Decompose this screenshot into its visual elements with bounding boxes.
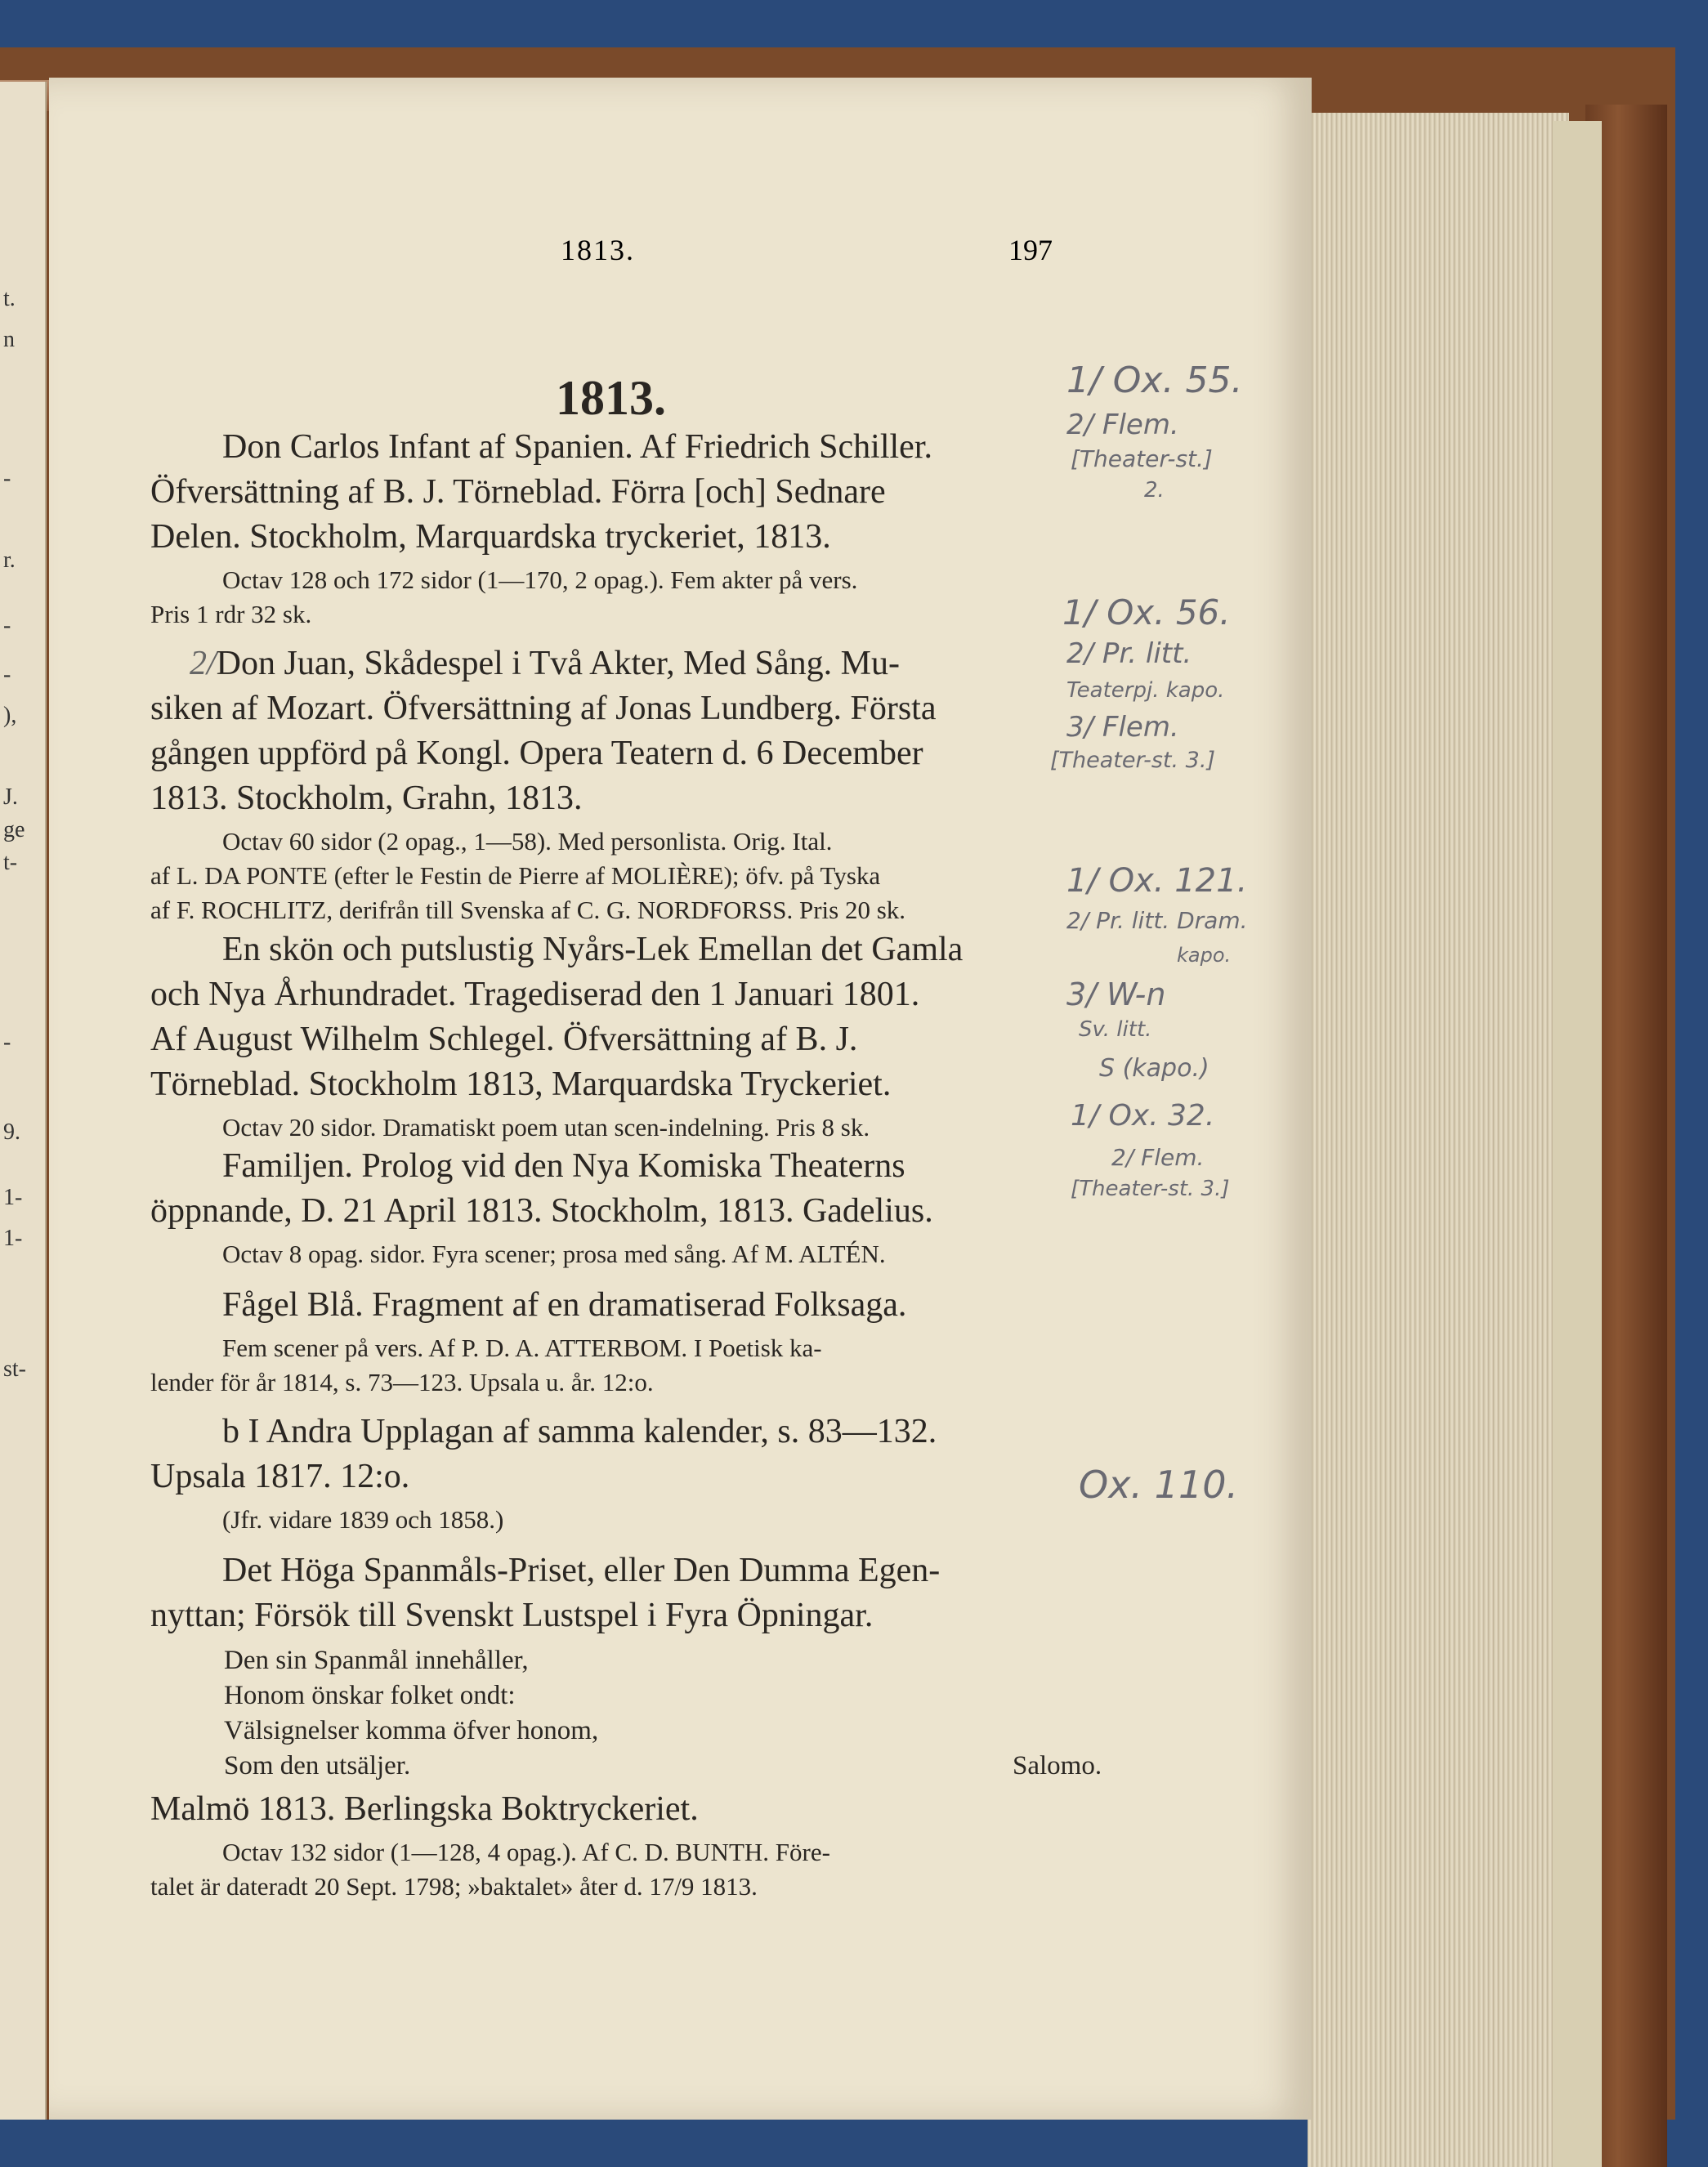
book-page <box>49 78 1312 2120</box>
entry-prefix: 2/ <box>190 645 217 682</box>
prev-page-fragment: st- <box>3 1356 26 1382</box>
margin-note: 2. <box>1144 478 1165 503</box>
running-head-year: 1813. <box>561 234 635 266</box>
prev-page-fragment: - <box>3 662 11 687</box>
prev-page-fragment: 1- <box>3 1185 23 1210</box>
entry-title-line: b I Andra Upplagan af samma kalender, s. 83—132. <box>222 1413 937 1450</box>
entry-title-line: Törneblad. Stockholm 1813, Marquardska Tryckeriet. <box>150 1066 892 1103</box>
entry-title-line <box>150 641 1098 686</box>
entry-note-line: (Jfr. vidare 1839 och 1858.) <box>222 1505 504 1534</box>
margin-note: 1/ Ox. 121. <box>1066 862 1248 900</box>
prev-page-fragment: ), <box>3 703 17 728</box>
endleaf <box>1553 121 1602 2167</box>
prev-page-fragment: J. <box>3 784 18 810</box>
entry-title-line: Don Carlos Infant af Spanien. Af Friedrich Schiller. <box>222 428 932 466</box>
entry-title-line: Upsala 1817. 12:o. <box>150 1458 410 1495</box>
margin-note: 3/ Flem. <box>1066 711 1179 744</box>
margin-note: Teaterpj. kapo. <box>1066 678 1225 703</box>
prev-page-fragment: - <box>3 466 11 491</box>
prev-page-fragment: r. <box>3 547 16 573</box>
entry-title-line: Öfversättning af B. J. Törneblad. Förra [och] Sednare <box>150 473 886 511</box>
epigraph-line: Honom önskar folket ondt: <box>224 1681 516 1710</box>
margin-note: 1/ Ox. 55. <box>1066 360 1243 401</box>
entry-nyars-lek <box>150 927 1098 1145</box>
entry-note-line: af F. ROCHLITZ, derifrån till Svenska af C. G. NORDFORSS. Pris 20 sk. <box>150 896 906 924</box>
entry-title-line: siken af Mozart. Öfversättning af Jonas Lundberg. Första <box>150 690 937 727</box>
entry-title-line: Delen. Stockholm, Marquardska tryckeriet, 1813. <box>150 518 831 556</box>
entry-fagel-bla <box>150 1283 1098 1400</box>
entry-note-line: Pris 1 rdr 32 sk. <box>150 600 312 628</box>
prev-page-fragment: ge <box>3 817 25 842</box>
entry-note-line: Octav 132 sidor (1—128, 4 opag.). Af C. D. BUNTH. Före- <box>222 1838 830 1866</box>
epigraph-line <box>224 1749 1102 1784</box>
margin-note: 2/ Pr. litt. Dram. <box>1066 907 1248 934</box>
entry-title-line: Fågel Blå. Fragment af en dramatiserad Folksaga. <box>222 1286 907 1324</box>
previous-page-edge <box>0 82 47 2120</box>
entry-familjen <box>150 1144 1098 1271</box>
margin-note: 2/ Flem. <box>1066 409 1179 441</box>
entry-spanmals-priset <box>150 1548 1102 1904</box>
entry-don-carlos <box>150 425 1098 632</box>
entry-title-line: gången uppförd på Kongl. Opera Teatern d. 6 December <box>150 735 923 772</box>
prev-page-fragment: - <box>3 1030 11 1055</box>
prev-page-fragment: 1- <box>3 1226 23 1251</box>
entry-note-line: lender för år 1814, s. 73—123. Upsala u. år. 12:o. <box>150 1368 654 1396</box>
entry-don-juan <box>150 641 1098 927</box>
margin-note: 2/ Flem. <box>1111 1144 1205 1171</box>
entry-title-line: nyttan; Försök till Svenskt Lustspel i Fyra Öpningar. <box>150 1597 874 1634</box>
epigraph-text: Som den utsäljer. <box>224 1751 411 1781</box>
entry-note-line: Octav 20 sidor. Dramatiskt poem utan scen-indelning. Pris 8 sk. <box>222 1113 870 1142</box>
epigraph <box>150 1643 1102 1784</box>
epigraph-line: Välsignelser komma öfver honom, <box>224 1716 599 1745</box>
entry-title-line: En skön och putslustig Nyårs-Lek Emellan det Gamla <box>222 931 964 968</box>
margin-note: 1/ Ox. 56. <box>1062 592 1231 632</box>
entry-andra-upplagan <box>150 1410 1098 1537</box>
entry-title-line: öppnande, D. 21 April 1813. Stockholm, 1813. Gadelius. <box>150 1192 933 1230</box>
running-head <box>98 233 1111 274</box>
entry-title-line: Malmö 1813. Berlingska Boktryckeriet. <box>150 1790 699 1828</box>
margin-note: 2/ Pr. litt. <box>1066 637 1192 670</box>
entry-title-line: 1813. Stockholm, Grahn, 1813. <box>150 780 583 817</box>
prev-page-fragment: t. <box>3 286 16 311</box>
margin-note: Sv. litt. <box>1079 1017 1152 1042</box>
prev-page-fragment: 9. <box>3 1119 20 1145</box>
entry-note-line: Fem scener på vers. Af P. D. A. ATTERBOM. I Poetisk ka- <box>222 1334 822 1362</box>
entry-title-line: Familjen. Prolog vid den Nya Komiska Theaterns <box>222 1147 905 1185</box>
margin-note: Ox. 110. <box>1079 1463 1239 1507</box>
page-edges <box>1308 113 1569 2167</box>
page-number: 197 <box>1008 234 1053 266</box>
margin-note: [Theater-st.] <box>1071 445 1213 472</box>
entry-title-line: Af August Wilhelm Schlegel. Öfversättning af B. J. <box>150 1021 858 1058</box>
margin-note: S (kapo.) <box>1099 1054 1209 1083</box>
prev-page-fragment: - <box>3 613 11 638</box>
prev-page-fragment: n <box>3 327 15 352</box>
entry-title-line: Det Höga Spanmåls-Priset, eller Den Dumma Egen- <box>222 1552 941 1589</box>
epigraph-source: Salomo. <box>1013 1751 1102 1781</box>
entry-note-line: af L. DA PONTE (efter le Festin de Pierre af MOLIÈRE); öfv. på Tyska <box>150 861 881 890</box>
margin-note: kapo. <box>1177 944 1232 967</box>
margin-note: [Theater-st. 3.] <box>1071 1177 1230 1201</box>
margin-note: 3/ W-n <box>1066 976 1166 1012</box>
entry-note-line: talet är dateradt 20 Sept. 1798; »baktalet» åter d. 17/9 1813. <box>150 1872 758 1901</box>
epigraph-line: Den sin Spanmål innehåller, <box>224 1646 529 1675</box>
margin-note: [Theater-st. 3.] <box>1050 748 1215 773</box>
entry-note-line: Octav 60 sidor (2 opag., 1—58). Med personlista. Orig. Ital. <box>222 827 833 856</box>
margin-note: 1/ Ox. 32. <box>1071 1099 1215 1133</box>
entry-title-text: Don Juan, Skådespel i Två Akter, Med Sång. Mu- <box>216 645 900 682</box>
prev-page-fragment: t- <box>3 850 18 875</box>
entry-title-line: och Nya Århundradet. Tragediserad den 1 Januari 1801. <box>150 976 920 1013</box>
year-heading: 1813. <box>556 371 666 425</box>
entry-note-line: Octav 128 och 172 sidor (1—170, 2 opag.). Fem akter på vers. <box>222 565 858 594</box>
entry-note-line: Octav 8 opag. sidor. Fyra scener; prosa med sång. Af M. ALTÉN. <box>222 1240 886 1268</box>
